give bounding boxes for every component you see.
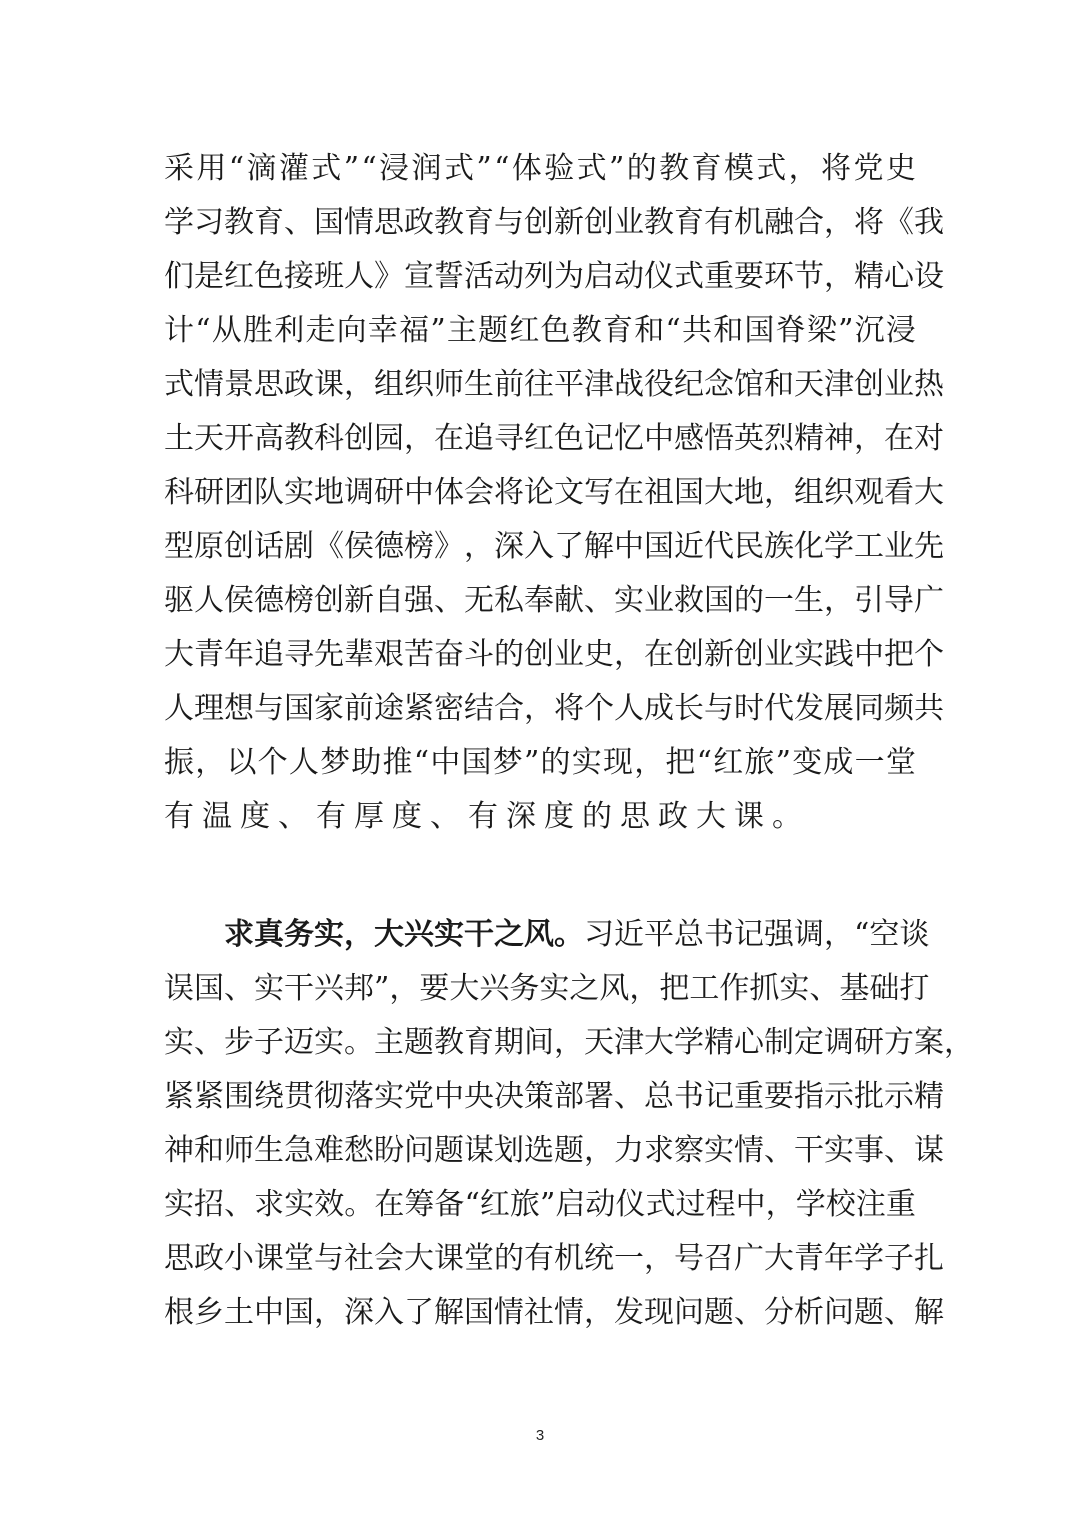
text-line: 根 乡 土 中 国 ， 深 入 了 解 国 情 社 情 ， 发 现 问 题 、 分 析 问 题 、 解 (164, 1295, 944, 1330)
text-line: 神 和 师 生 急 难 愁 盼 问 题 谋 划 选 题 ， 力 求 察 实 情 、 干 实 事 、 谋 (164, 1133, 944, 1168)
text-line: 人 理 想 与 国 家 前 途 紧 密 结 合 ， 将 个 人 成 长 与 时 代 发 展 同 频 共 (164, 691, 944, 726)
text-line: 型 原 创 话 剧 《 侯 德 榜 》 ， 深 入 了 解 中 国 近 代 民 族 化 学 工 业 先 (164, 529, 944, 564)
text-line: 思 政 小 课 堂 与 社 会 大 课 堂 的 有 机 统 一 ， 号 召 广 大 青 年 学 子 扎 (164, 1241, 944, 1276)
paragraph-2 (164, 908, 974, 1340)
text-line: 学 习 教 育 、 国 情 思 政 教 育 与 创 新 创 业 教 育 有 机 融 合 ， 将 《 我 (164, 205, 944, 240)
text-line: 实 、 步 子 迈 实 。 主 题 教 育 期 间 ， 天 津 大 学 精 心 制 定 调 研 方 案 ， (164, 1025, 974, 1060)
text-line: 们 是 红 色 接 班 人 》 宣 誓 活 动 列 为 启 动 仪 式 重 要 环 节 ， 精 心 设 (164, 259, 944, 294)
paragraph-first-line-rest: 习 近 平 总 书 记 强 调 ， “ 空 谈 (584, 917, 930, 952)
paragraph-1 (164, 142, 944, 844)
text-line: 驱 人 侯 德 榜 创 新 自 强 、 无 私 奉 献 、 实 业 救 国 的 一 生 ， 引 导 广 (164, 583, 944, 618)
text-line: 大 青 年 追 寻 先 辈 艰 苦 奋 斗 的 创 业 史 ， 在 创 新 创 业 实 践 中 把 个 (164, 637, 944, 672)
text-line: 式 情 景 思 政 课 ， 组 织 师 生 前 往 平 津 战 役 纪 念 馆 和 天 津 创 业 热 (164, 367, 944, 402)
paragraph-lead: 求 真 务 实 ， 大 兴 实 干 之 风 。 (224, 917, 584, 952)
text-line-last: 有温度、有厚度、有深度的思政大课。 (164, 799, 810, 834)
text-line: 土 天 开 高 教 科 创 园 ， 在 追 寻 红 色 记 忆 中 感 悟 英 烈 精 神 ， 在 对 (164, 421, 944, 456)
text-line: 采 用 “ 滴 灌 式 ” “ 浸 润 式 ” “ 体 验 式 ” 的 教 育 模 式 ， 将 党 史 (164, 151, 916, 186)
text-line: 实 招 、 求 实 效 。 在 筹 备 “ 红 旅 ” 启 动 仪 式 过 程 中 ， 学 校 注 重 (164, 1187, 916, 1222)
text-line: 计 “ 从 胜 利 走 向 幸 福 ” 主 题 红 色 教 育 和 “ 共 和 国 脊 梁 ” 沉 浸 (164, 313, 916, 348)
text-line: 振 ， 以 个 人 梦 助 推 “ 中 国 梦 ” 的 实 现 ， 把 “ 红 旅 ” 变 成 一 堂 (164, 745, 916, 780)
text-line-first (164, 908, 930, 962)
text-line: 紧 紧 围 绕 贯 彻 落 实 党 中 央 决 策 部 署 、 总 书 记 重 要 指 示 批 示 精 (164, 1079, 944, 1114)
page-number: 3 (535, 1427, 545, 1444)
text-line: 科 研 团 队 实 地 调 研 中 体 会 将 论 文 写 在 祖 国 大 地 ， 组 织 观 看 大 (164, 475, 944, 510)
text-line: 误 国 、 实 干 兴 邦 ” ， 要 大 兴 务 实 之 风 ， 把 工 作 抓 实 、 基 础 打 (164, 971, 930, 1006)
